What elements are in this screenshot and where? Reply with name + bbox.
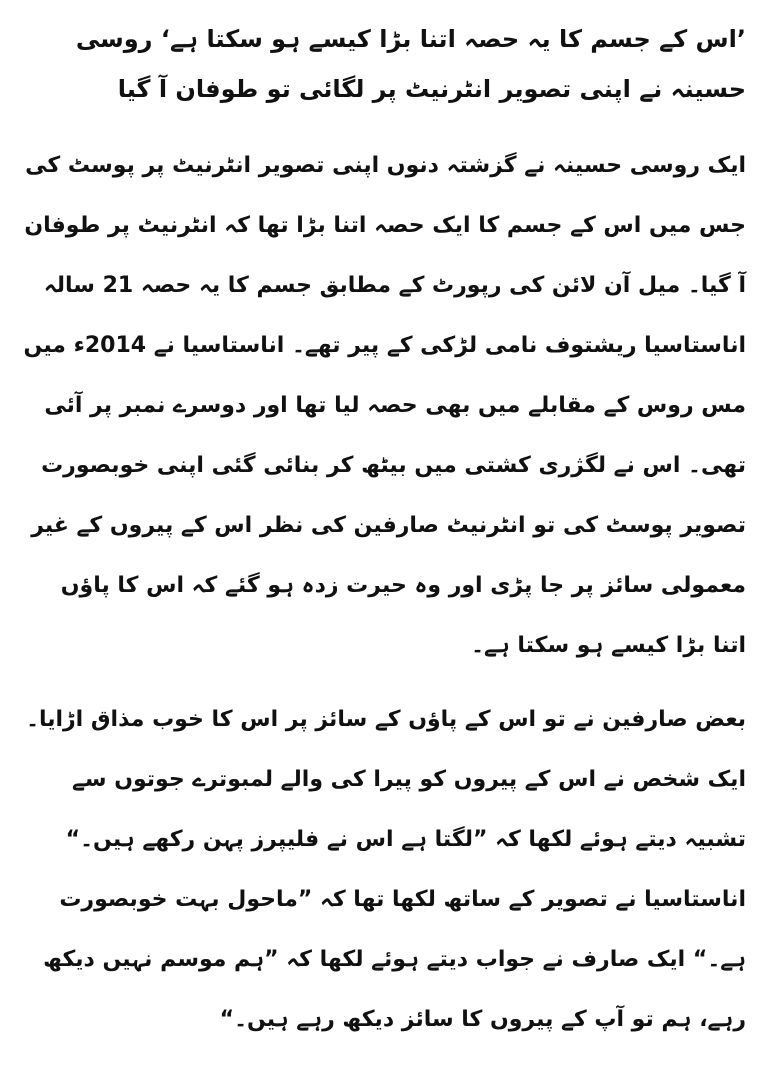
article-paragraph-2: بعض صارفین نے تو اس کے پاؤں کے سائز پر اس کا خوب مذاق اڑایا۔ ایک شخص نے اس کے پیروں کو پیرا کی والے لمبوترے جوتوں سے تشبیہ دیتے ہوئے لکھا کہ ”لگتا ہے اس نے فلیپرز پہن رکھے ہیں۔“ اناستاسیا نے تصویر کے ساتھ لکھا تھا کہ ”ماحول بہت خوبصورت ہے۔“ ایک صارف نے جواب دیتے ہوئے لکھا کہ ”ہم موسم نہیں دیکھ رہے، ہم تو آپ کے پیروں کا سائز دیکھ رہے ہیں۔“ (26, 707, 746, 1032)
article-paragraph-1: ایک روسی حسینہ نے گزشتہ دنوں اپنی تصویر انٹرنیٹ پر پوسٹ کی جس میں اس کے جسم کا ایک حصہ اتنا بڑا تھا کہ انٹرنیٹ پر طوفان آ گیا۔ میل آن لائن کی رپورٹ کے مطابق جسم کا یہ حصہ 21 سالہ اناستاسیا ریشتوف نامی لڑکی کے پیر تھے۔ اناستاسیا نے 2014ء میں مس روس کے مقابلے میں بھی حصہ لیا تھا اور دوسرے نمبر پر آئی تھی۔ اس نے لگژری کشتی میں بیٹھ کر بنائی گئی اپنی خوبصورت تصویر پوسٹ کی تو انٹرنیٹ صارفین کی نظر اس کے پیروں کے غیر معمولی سائز پر جا پڑی اور وہ حیرت زدہ ہو گئے کہ اس کا پاؤں اتنا بڑا کیسے ہو سکتا ہے۔ (23, 153, 746, 658)
article-headline: ’اس کے جسم کا یہ حصہ اتنا بڑا کیسے ہو سکتا ہے‘ روسی حسینہ نے اپنی تصویر انٹرنیٹ پر لگائی تو طوفان آ گیا (75, 25, 746, 103)
article (22, 14, 746, 1068)
